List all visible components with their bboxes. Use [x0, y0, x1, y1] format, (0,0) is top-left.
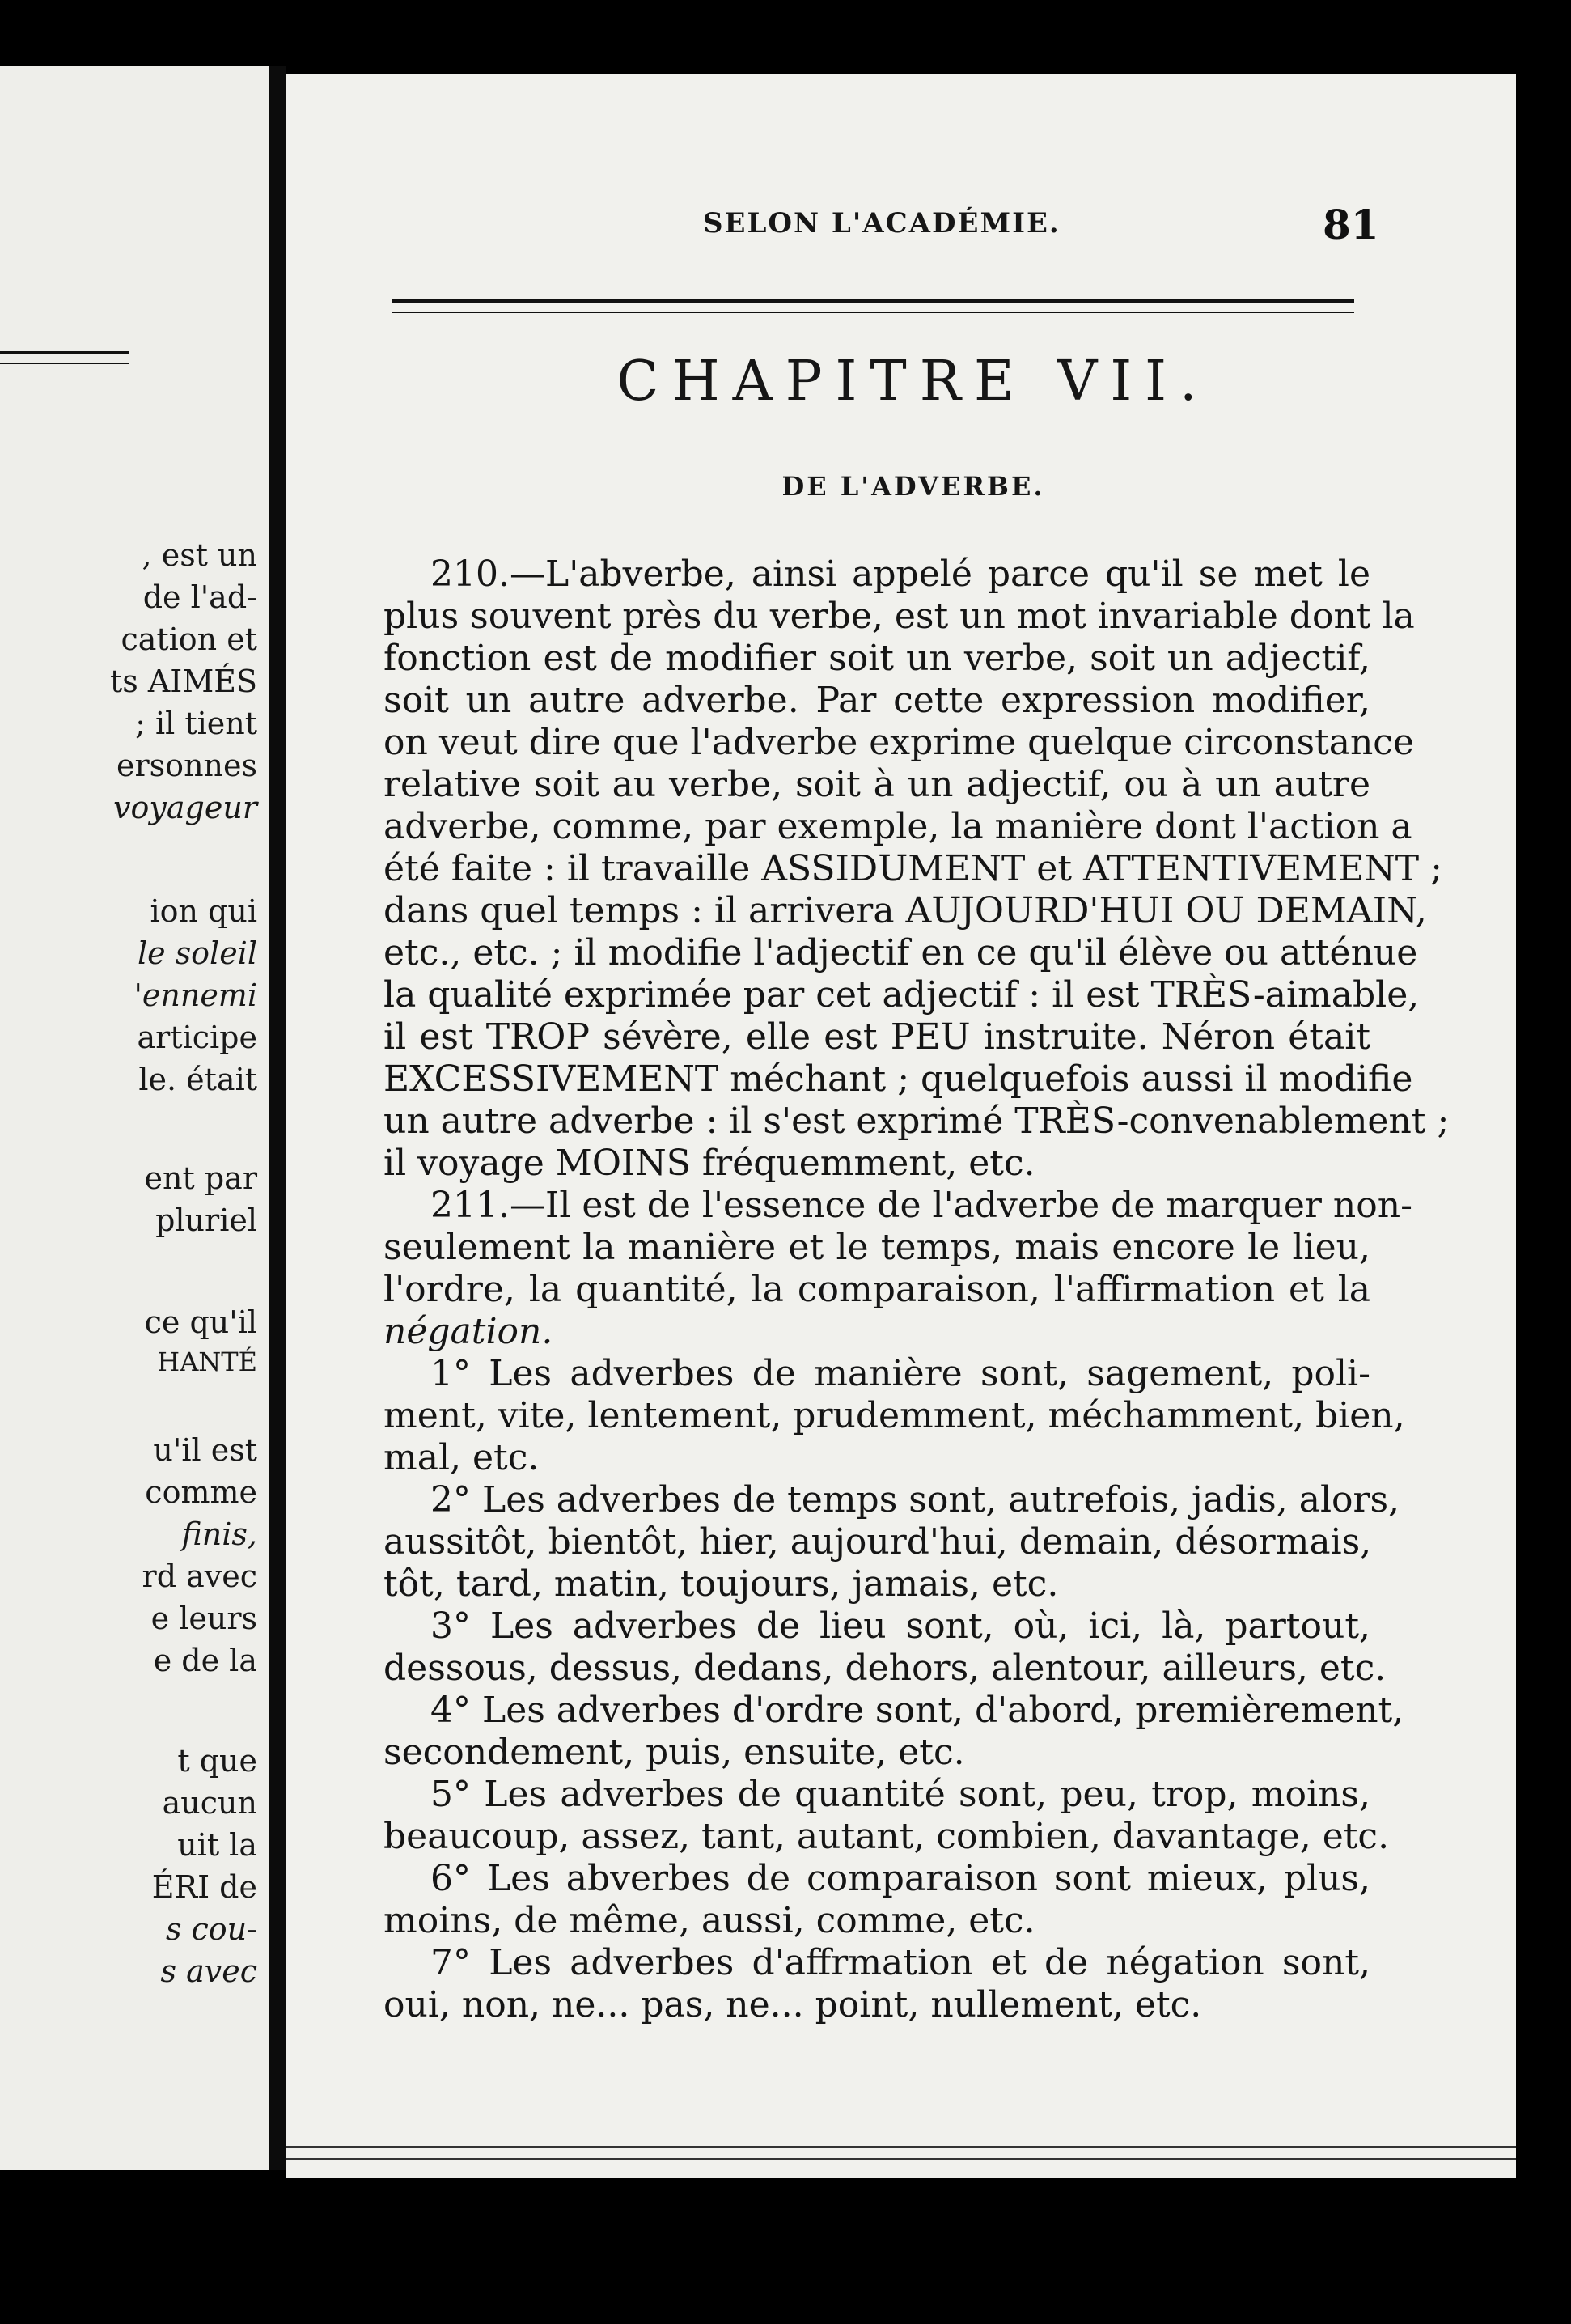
text-line: 4° Les adverbes d'ordre sont, d'abord, premièrement, [430, 1690, 1404, 1731]
text-line: été faite : il travaille ASSIDUMENT et ATTENTIVEMENT ; [383, 848, 1442, 889]
left-page-line: 'ennemi [133, 978, 257, 1013]
text-line: la qualité exprimée par cet adjectif : il est TRÈS-aimable, [383, 974, 1420, 1016]
text-line: aussitôt, bientôt, hier, aujourd'hui, demain, désormais, [383, 1521, 1372, 1563]
text-line: secondement, puis, ensuite, etc. [383, 1732, 965, 1773]
text-line: moins, de même, aussi, comme, etc. [383, 1900, 1035, 1941]
left-page-line: le soleil [137, 935, 257, 971]
running-head: SELON L'ACADÉMIE. [703, 207, 1061, 240]
page-number: 81 [1323, 201, 1379, 248]
text-line: adverbe, comme, par exemple, la manière dont l'action a [383, 806, 1412, 847]
left-page-line: rd avec [142, 1559, 257, 1594]
chapter-title: CHAPITRE VII. [616, 350, 1210, 413]
text-line: ment, vite, lentement, prudemment, méchamment, bien, [383, 1395, 1405, 1436]
left-page-line: le. était [138, 1062, 257, 1097]
left-page-line: ÉRI de [151, 1869, 257, 1905]
left-page-line: aucun [162, 1785, 257, 1821]
left-page-line: finis, [181, 1516, 257, 1552]
text-line: un autre adverbe : il s'est exprimé TRÈS-convenablement ; [383, 1101, 1450, 1142]
text-line: mal, etc. [383, 1437, 540, 1478]
facing-page-left [0, 66, 269, 2170]
text-line: 2° Les adverbes de temps sont, autrefois, jadis, alors, [430, 1479, 1400, 1520]
left-page-line: ion qui [150, 893, 257, 929]
text-line: seulement la manière et le temps, mais encore le lieu, [383, 1227, 1370, 1268]
text-line: on veut dire que l'adverbe exprime quelque circonstance [383, 722, 1414, 763]
text-line: soit un autre adverbe. Par cette expression modifier, [383, 680, 1370, 721]
left-page-line: cation et [121, 621, 257, 657]
text-line: 6° Les abverbes de comparaison sont mieux, plus, [430, 1858, 1370, 1899]
left-page-line: comme [145, 1474, 257, 1510]
text-line: 3° Les adverbes de lieu sont, où, ici, là, partout, [430, 1605, 1370, 1647]
text-line: fonction est de modifier soit un verbe, soit un adjectif, [383, 638, 1370, 679]
left-page-line: e de la [153, 1643, 257, 1678]
left-page-line: ts AIMÉS [110, 664, 257, 699]
book-page [286, 74, 1516, 2178]
left-page-line: ent par [144, 1160, 257, 1196]
left-page-line: uit la [177, 1827, 257, 1863]
left-page-line: s avec [160, 1953, 257, 1989]
text-line: EXCESSIVEMENT méchant ; quelquefois aussi il modifie [383, 1058, 1413, 1100]
section-title: DE L'ADVERBE. [781, 471, 1045, 502]
text-line: beaucoup, assez, tant, autant, combien, davantage, etc. [383, 1816, 1390, 1857]
text-line: tôt, tard, matin, toujours, jamais, etc. [383, 1563, 1059, 1605]
left-page-line: voyageur [113, 790, 257, 825]
left-page-line: s cou- [165, 1911, 257, 1947]
left-page-line: , est un [142, 537, 257, 573]
text-line: il voyage MOINS fréquemment, etc. [383, 1143, 1035, 1184]
text-line: 7° Les adverbes d'affrmation et de négation sont, [430, 1942, 1370, 1983]
left-page-line: ; il tient [135, 706, 257, 741]
text-line: 1° Les adverbes de manière sont, sagement, poli- [430, 1353, 1370, 1394]
left-page-line: e leurs [150, 1601, 257, 1636]
left-page-line: ersonnes [116, 748, 257, 783]
left-page-line: t que [177, 1743, 257, 1779]
left-page-rule [0, 351, 129, 364]
left-page-line: de l'ad- [142, 579, 257, 615]
left-page-line: articipe [137, 1020, 257, 1055]
text-line: 5° Les adverbes de quantité sont, peu, trop, moins, [430, 1774, 1370, 1815]
text-line: oui, non, ne... pas, ne... point, nullement, etc. [383, 1984, 1202, 2025]
text-line: etc., etc. ; il modifie l'adjectif en ce qu'il élève ou atténue [383, 932, 1418, 973]
text-line: 211.—Il est de l'essence de l'adverbe de marquer non- [430, 1185, 1412, 1226]
text-line: il est TROP sévère, elle est PEU instruite. Néron était [383, 1016, 1370, 1058]
left-page-line: ce qu'il [144, 1304, 257, 1340]
footer-rule [286, 2146, 1516, 2160]
header-rule [392, 299, 1354, 313]
text-line: dans quel temps : il arrivera AUJOURD'HUI OU DEMAIN, [383, 890, 1427, 931]
left-page-line: HANTÉ [157, 1346, 257, 1377]
text-line: 210.—L'abverbe, ainsi appelé parce qu'il se met le [430, 553, 1370, 595]
text-line: négation. [383, 1311, 553, 1352]
left-page-line: u'il est [153, 1432, 257, 1468]
text-line: l'ordre, la quantité, la comparaison, l'affirmation et la [383, 1269, 1370, 1310]
text-line: relative soit au verbe, soit à un adjectif, ou à un autre [383, 764, 1370, 805]
text-line: plus souvent près du verbe, est un mot invariable dont la [383, 596, 1415, 637]
left-page-line: pluriel [155, 1202, 257, 1238]
text-line: dessous, dessus, dedans, dehors, alentour, ailleurs, etc. [383, 1648, 1387, 1689]
book-gutter [269, 66, 286, 2170]
